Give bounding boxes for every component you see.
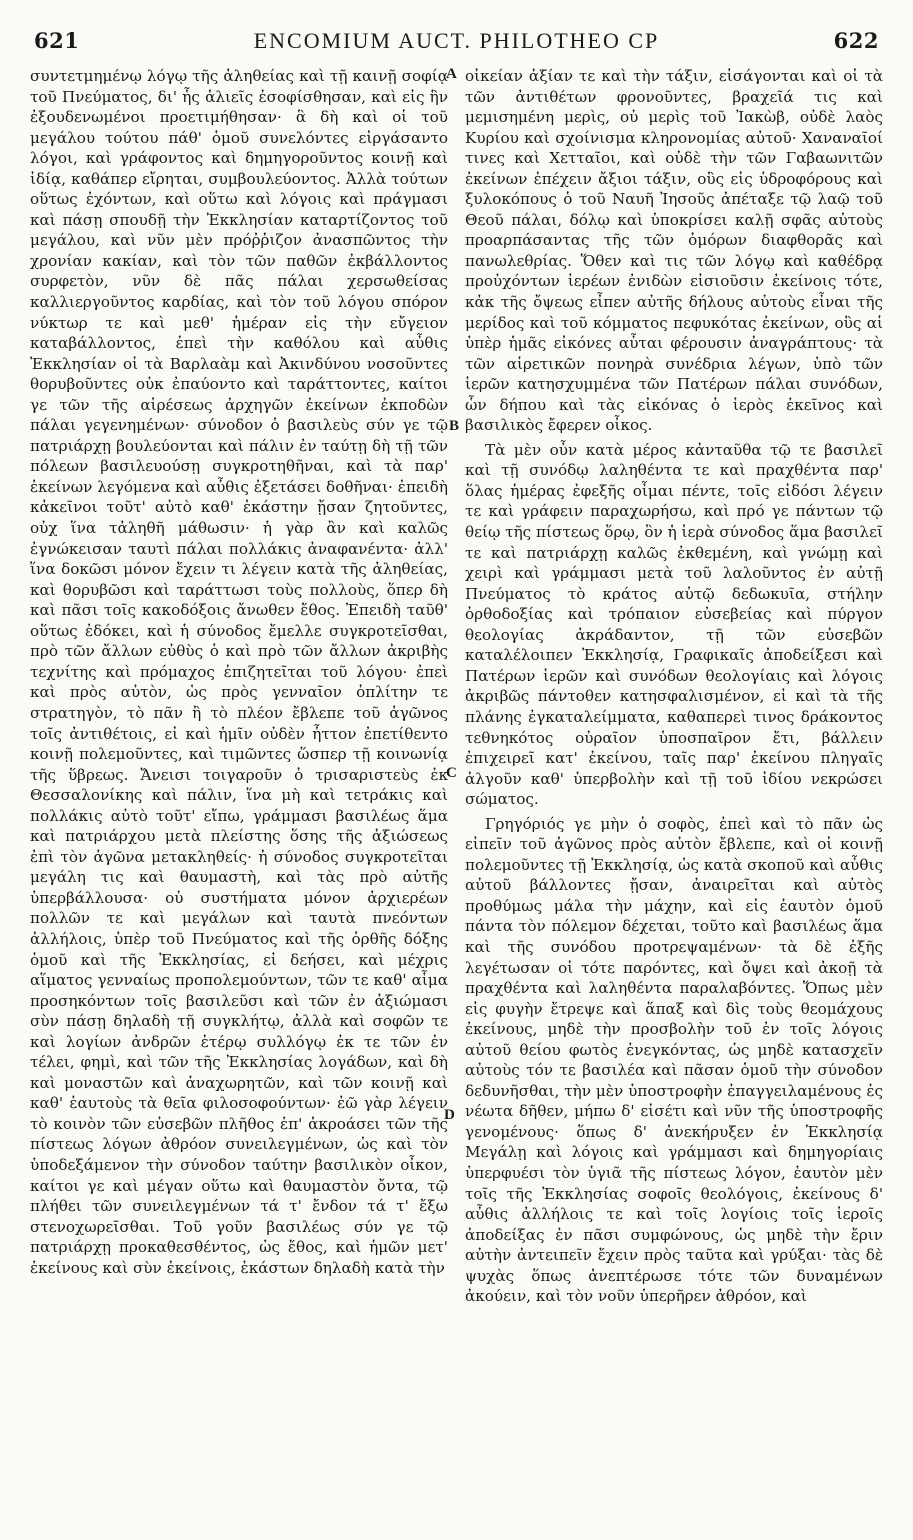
right-column <box>465 66 883 1526</box>
section-marker-c: C <box>446 765 457 781</box>
left-column <box>30 66 448 1526</box>
section-marker-b: B <box>449 418 460 434</box>
left-page-number: 621 <box>34 28 80 53</box>
section-marker-a: A <box>446 66 457 82</box>
right-page-number: 622 <box>833 28 879 53</box>
running-header <box>34 28 879 60</box>
right-paragraph-2: Τὰ μὲν οὖν κατὰ μέρος κἀνταῦθα τῷ τε βασιλεῖ καὶ τῇ συνόδῳ λαληθέντα τε καὶ πραχθέντα παρ' ὅλας ἡμέρας ἐφεξῆς οἶμαι πέντε, τοῖς εἰδόσι λέγειν τε καὶ γράφειν παραχωρήσω, καὶ πρό γε πάντων τῷ θείῳ τῆς πίστεως ὅρῳ, ὃν ἡ ἱερὰ σύνοδος ἅμα βασιλεῖ τε καὶ πατριάρχῃ καλῶς ἐκθεμένη, καὶ γνώμῃ καὶ χειρὶ καὶ γράμμασι μετὰ τοῦ λαλοῦντος ἐν αὐτῇ Πνεύματος τὸ κράτος αὐτῷ δεδωκυῖα, στήλην ὀρθοδοξίας καὶ τρόπαιον εὐσεβείας καὶ πύργον θεολογίας ἀκράδαντον, τῇ τῶν εὐσεβῶν καταλέλοιπεν Ἐκκλησίᾳ, Γραφικαῖς ἀποδείξεσι καὶ Πατέρων ἱερῶν καὶ συνόδων θεολογίαις καὶ λόγοις ἀκριβῶς πάντοθεν κατησφαλισμένον, εἰ καὶ τὰ τῆς πλάνης ἐγκαταλείμματα, καθαπερεὶ τινος δράκοντος τεθνηκότος οὐραῖον ὑποσπαῖρον ἔτι, βάλλειν ἐπιχειρεῖ κατ' ἐκείνου, ταῖς παρ' ἐκείνου πληγαῖς ἀλγοῦν καθ' ὑπερβολὴν καὶ τῇ τοῦ ἰδίου νεκρώσει σώματος. <box>465 440 883 809</box>
left-paragraph-1: συντετμημένῳ λόγῳ τῆς ἀληθείας καὶ τῇ καινῇ σοφίᾳ τοῦ Πνεύματος, δι' ἧς ἁλιεῖς ἐσοφίσθησαν, καὶ εἰς ἣν ἐξουδενωμένοι προετιμήθησαν· ἃ δὴ καὶ οἱ τοῦ μεγάλου τούτου πάθ' ὁμοῦ συνελόντες εἰργάσαντο λόγοι, καὶ γράφοντος καὶ δημηγοροῦντος κοινῇ καὶ ἰδίᾳ, καθάπερ εἴρηται, συμβουλεύοντος. Ἀλλὰ τούτων οὕτως ἐχόντων, καὶ οὕτω καὶ λόγοις καὶ πράγμασι καὶ πάσῃ σπουδῇ τὴν Ἐκκλησίαν καταρτίζοντος τοῦ μεγάλου, καὶ νῦν μὲν πρόῤῥιζον ἀνασπῶντος τὴν χρονίαν κακίαν, καὶ τὸν τῶν παθῶν ἐκβάλλοντος συρφετὸν, νῦν δὲ πᾶς πάλαι χερσωθείσας καλλιεργοῦντος καρδίας, καὶ τὸν τοῦ λόγου σπόρον νύκτωρ τε καὶ μεθ' ἡμέραν εἰς τὴν εὔγειον καταβάλλοντος, ἐπεὶ τὴν καθόλου καὶ αὖθις Ἐκκλησίαν οἱ τὰ Βαρλαὰμ καὶ Ἀκινδύνου νοσοῦντες θορυβοῦντες οὐκ ἐπαύοντο καὶ ταράττοντες, καίτοι γε τῶν τῆς αἱρέσεως ἀρχηγῶν ἐκείνων ἐκποδὼν πάλαι γεγενημένων· σύνοδον ὁ βασιλεὺς σύν γε τῷ πατριάρχῃ βουλεύονται καὶ πάλιν ἐν ταύτῃ δὴ τῇ τῶν πόλεων βασιλευούσῃ συγκροτηθῆναι, καὶ τὰ παρ' ἐκείνων λεγόμενα καὶ αὖθις ἐξετάσει δοθῆναι· ἐπειδὴ κἀκεῖνοι τοῦτ' αὐτὸ καθ' ἑκάστην ᾔσαν ζητοῦντες, οὐχ ἵνα τἀληθῆ μάθωσιν· ἡ γὰρ ἂν καὶ καλῶς ἐγνώκεισαν ταυτὶ πάλαι πολλάκις ἀναφανέντα· ἀλλ' ἵνα δοκῶσι μόνον ἔχειν τι λέγειν κατὰ τῆς ἀληθείας, καὶ θορυβῶσι καὶ ταράττωσι τοὺς πολλοὺς, ὅπερ δὴ καὶ πᾶσι τοῖς κακοδόξοις ἄνωθεν ἔθος. Ἐπειδὴ ταῦθ' οὕτως ἐδόκει, καὶ ἡ σύνοδος ἔμελλε συγκροτεῖσθαι, πρὸ τῶν ἄλλων εὐθὺς ὁ καὶ πρὸ τῶν ἄλλων ἀκριβὴς τεχνίτης καὶ πρόμαχος ἐπιζητεῖται τοῦ λόγου· ἐπεὶ καὶ πρὸς αὐτὸν, ὡς πρὸς γενναῖον ὁπλίτην τε στρατηγὸν, τὸ πᾶν ἢ τὸ πλέον ἔβλεπε τοῦ ἀγῶνος τοῖς ἀντιθέτοις, εἰ καὶ ἡμῖν οὐδὲν ἧττον ἐπετίθεντο κοινῇ πολεμοῦντες, καὶ τιμῶντες ὥσπερ τῇ κοινωνίᾳ τῆς ὕβρεως. Ἄνεισι τοιγαροῦν ὁ τρισαριστεὺς ἐκ Θεσσαλονίκης καὶ πάλιν, ἵνα μὴ καὶ τετράκις καὶ πολλάκις αὐτὸ τοῦτ' εἴπω, γράμμασι βασιλέως ἅμα καὶ πατριάρχου μετὰ πλείστης ὅσης τῆς ἀξιώσεως ἐπὶ τὸν ἀγῶνα μετακληθείς· ἡ σύνοδος συγκροτεῖται μεγάλη τις καὶ θαυμαστὴ, καὶ τὰς πρὸ αὐτῆς ὑπερβάλλουσα· οὐ συστήματα μόνον ἀρχιερέων πολλῶν τε καὶ μεγάλων καὶ ταυτὰ πνεόντων ἀλλήλοις, ὑπὲρ τοῦ Πνεύματος καὶ τῆς ὀρθῆς δόξης ὁμοῦ καὶ τῆς Ἐκκλησίας, εἰ δεήσει, καὶ μέχρις αἵματος γενναίως προπολεμούντων, τῶν τε καθ' αἷμα προσηκόντων τοῖς βασιλεῦσι καὶ τῶν ἐν ἀξιώμασι σὺν πάσῃ δηλαδὴ τῇ συγκλήτῳ, ἀλλὰ καὶ σοφῶν τε καὶ λογίων ἀνδρῶν ἑτέρῳ συλλόγῳ ἐκ τε τῶν ἐν τέλει, φημὶ, καὶ τῶν τῆς Ἐκκλησίας λογάδων, καὶ δὴ καὶ μοναστῶν καὶ ἀναχωρητῶν, καὶ τῶν κοινῇ καὶ καθ' ἑαυτοὺς τὰ θεῖα φιλοσοφούντων· ἐῶ γὰρ λέγειν τὸ κοινὸν τῶν εὐσεβῶν πλῆθος ἐπ' ἀκροάσει τῶν τῆς πίστεως λόγων ἀθρόον συνειλεγμένων, ὡς καὶ τὸν ὑποδεξάμενον τὴν σύνοδον ταύτην βασιλικὸν οἶκον, καίτοι γε καὶ μέγαν οὕτω καὶ θαυμαστὸν ὄντα, τῷ πλήθει τῶν συνειλεγμένων τά τ' ἔνδον τά τ' ἔξω στενοχωρεῖσθαι. Τοῦ γοῦν βασιλέως σύν γε τῷ πατριάρχῃ προκαθεσθέντος, ὡς ἔθος, καὶ ἡμῶν μετ' ἐκείνους καὶ σὺν ἐκείνοις, ἑκάστων δηλαδὴ κατὰ τὴν <box>30 67 448 1277</box>
running-title: ENCOMIUM AUCT. PHILOTHEO CP <box>253 28 660 53</box>
section-marker-d: D <box>444 1107 455 1123</box>
right-paragraph-3: Γρηγόριός γε μὴν ὁ σοφὸς, ἐπεὶ καὶ τὸ πᾶν ὡς εἰπεῖν τοῦ ἀγῶνος πρὸς αὐτὸν ἔβλεπε, καὶ οἱ κοινῇ πολεμοῦντες τῇ Ἐκκλησίᾳ, ὡς κατὰ σκοποῦ καὶ αὖθις αὐτοῦ βάλλοντες ᾔσαν, ἀναιρεῖται καὶ αὐτὸς προθύμως μάλα τὴν μάχην, καὶ εἰς ἑαυτὸν ὁμοῦ πάντα τὸν πόλεμον δέχεται, τοῦτο καὶ βασιλέως ἅμα καὶ τῆς συνόδου προτρεψαμένων· τὰ δὲ ἐξῆς λεγέτωσαν οἱ τότε παρόντες, καὶ ὄψει καὶ ἀκοῇ τὰ πραχθέντα καὶ λαληθέντα παραλαβόντες. Ὅπως μὲν εἰς φυγὴν ἔτρεψε καὶ ἅπαξ καὶ δὶς τοὺς θεομάχους ἐκείνους, μηδὲ τὴν προσβολὴν τοῦ ἐν τοῖς λόγοις αὐτοῦ θείου φωτὸς ἐνεγκόντας, ὡς μηδὲ κατασχεῖν αὐτοὺς τόν τε βασιλέα καὶ πᾶσαν ὁμοῦ τὴν σύνοδον δεδυνῆσθαι, τὴν μὲν ὑποστροφὴν ἐπαγγειλαμένους ἐς νέωτα δῆθεν, μήπω δ' εἰσέτι καὶ νῦν τῆς ὑποστροφῆς γενομένους· ὅπως δ' ἀνεκήρυξεν ἐν Ἐκκλησίᾳ Μεγάλῃ καὶ λόγοις καὶ γράμμασι καὶ δημηγορίαις ὑπερφυέσι τὸν ὑγιᾶ τῆς πίστεως λόγον, ἑαυτὸν μὲν τοῖς τῆς Ἐκκλησίας σοφοῖς θεολόγοις, ἐκείνους δ' αὖθις ἀλλήλοις τε καὶ τοῖς λογίοις τοῖς ἱεροῖς ἀποδείξας ἐν πᾶσι συμφώνους, ὡς μηδὲ τὴν ἔριν αὐτὴν ἀντειπεῖν ἔχειν πρὸς ταῦτα καὶ γρύξαι· τὰς δὲ ψυχὰς ὅπως ἀνεπτέρωσε τότε τῶν δυναμένων ἀκούειν, καὶ τὸν νοῦν ὑπερῆρεν ἀθρόον, καὶ <box>465 814 883 1306</box>
right-paragraph-1: οἰκείαν ἀξίαν τε καὶ τὴν τάξιν, εἰσάγονται καὶ οἱ τὰ τῶν ἀντιθέτων φρονοῦντες, βραχεῖά τις καὶ μεμισημένη μερὶς, οὐ μερὶς τοῦ Ἰακὼβ, οὐδὲ λαὸς Κυρίου καὶ σχοίνισμα κληρονομίας αὐτοῦ· Χαναναῖοί τινες καὶ Χετταῖοι, καὶ οὐδὲ τὴν τῶν Γαβαωνιτῶν ἐκείνων ἐπέχειν ἄξιοι τάξιν, οὓς εἰς ὑδροφόρους καὶ ξυλοκόπους ὁ τοῦ Ναυῆ Ἰησοῦς ἀπέταξε τῷ λαῷ τοῦ Θεοῦ πάλαι, δόλῳ καὶ ὑποκρίσει καλῇ σφᾶς αὐτοὺς προαρπάσαντας τῆς τῶν ὁμόρων διαφθορᾶς καὶ πανωλεθρίας. Ὅθεν καὶ τις τῶν λόγῳ καὶ καθέδρᾳ προὐχόντων ἱερέων ἐνιδὼν εἰσιοῦσιν ἐκείνοις τότε, κἀκ τῆς ὄψεως εἶπεν αὐτῆς δήλους αὐτοὺς εἶναι τῆς μερίδος καὶ τοῦ κόμματος πεφυκότας ἐκείνων, οὓς αἱ ὑπὲρ ἡμᾶς εἰκόνες αὗται φέρουσιν ἀναγράπτους· τὰ τῶν αἱρετικῶν πονηρὰ συνέδρια λέγων, ὑπὸ τῶν ἱερῶν κατησχυμμένα τῶν Πατέρων πάλαι συνόδων, ὧν δήπου καὶ τὰς εἰκόνας ὁ ἱερὸς ἐκεῖνος καὶ βασιλικὸς ἔφερεν οἶκος. <box>465 67 883 435</box>
